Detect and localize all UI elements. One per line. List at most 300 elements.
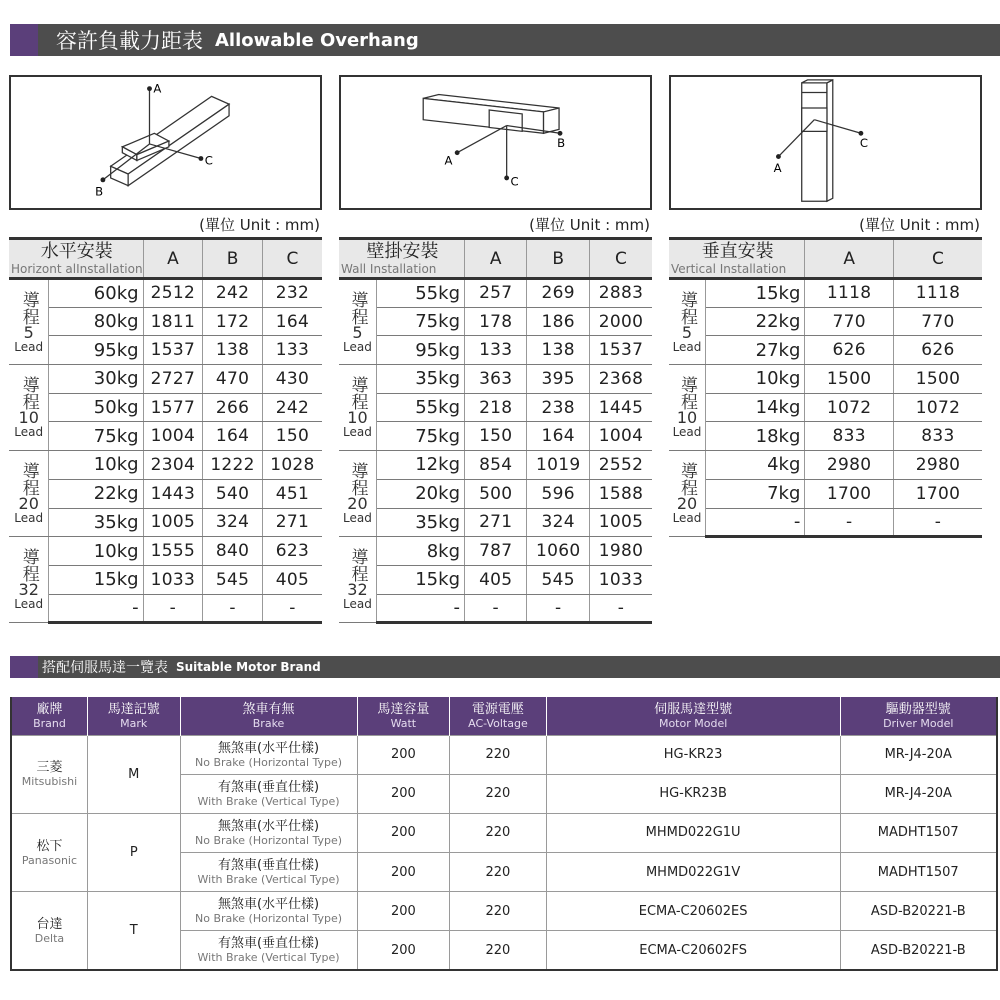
table-title-en: Horizont alInstallation	[11, 261, 143, 276]
table-row	[9, 537, 322, 566]
overhang-value-cell: 1500	[805, 365, 894, 394]
table-row	[669, 451, 982, 480]
unit-label-wall: (單位 Unit : mm)	[529, 216, 650, 234]
lead-number: 32	[347, 580, 368, 600]
brake-zh: 有煞車(垂直仕樣)	[217, 936, 320, 952]
lead-cell	[9, 365, 49, 451]
motor-section-title-en: Suitable Motor Brand	[176, 660, 321, 674]
watt-cell: 200	[357, 892, 450, 931]
load-kg-cell: 75kg	[49, 422, 143, 451]
overhang-value-cell: 133	[262, 336, 322, 365]
table-row	[339, 508, 652, 537]
brand-en: Panasonic	[21, 853, 78, 867]
lead-label-zh: 導程	[347, 290, 368, 325]
load-kg-cell: 95kg	[376, 336, 464, 365]
motor-column-header	[450, 697, 547, 735]
brake-cell	[180, 853, 357, 892]
overhang-value-cell: 1072	[805, 393, 894, 422]
table-row	[669, 336, 982, 365]
table-row	[9, 422, 322, 451]
load-kg-cell: -	[49, 594, 143, 623]
table-row	[9, 479, 322, 508]
lead-number: 10	[347, 408, 368, 428]
load-kg-cell: 55kg	[376, 279, 464, 308]
brand-en: Mitsubishi	[21, 775, 78, 789]
overhang-value-cell: 2980	[805, 451, 894, 480]
voltage-cell: 220	[450, 892, 547, 931]
overhang-value-cell: 451	[262, 479, 322, 508]
horizontal-install-illustration	[11, 77, 320, 208]
lead-label-zh: 導程	[18, 548, 39, 583]
banner-accent	[10, 24, 38, 56]
lead-cell	[669, 451, 706, 537]
motor-column-header	[87, 697, 180, 735]
overhang-value-cell: 186	[527, 307, 589, 336]
watt-cell: 200	[357, 813, 450, 852]
overhang-value-cell: 430	[262, 365, 322, 394]
overhang-value-cell: 150	[465, 422, 527, 451]
lead-cell	[9, 537, 49, 623]
overhang-value-cell: 1060	[527, 537, 589, 566]
overhang-value-cell: 2552	[589, 451, 652, 480]
table-row	[9, 279, 322, 308]
header-zh: 驅動器型號	[885, 701, 951, 717]
overhang-value-cell: 405	[262, 565, 322, 594]
driver-model-cell: ASD-B20221-B	[840, 892, 997, 931]
load-table-horizontal	[9, 237, 322, 624]
header-zh: 煞車有無	[242, 701, 295, 717]
table-row	[339, 307, 652, 336]
load-kg-cell: 10kg	[706, 365, 805, 394]
overhang-value-cell: 1033	[143, 565, 203, 594]
table-row	[339, 537, 652, 566]
overhang-value-cell: 2304	[143, 451, 203, 480]
table-row	[339, 365, 652, 394]
watt-cell: 200	[357, 853, 450, 892]
brake-cell	[180, 774, 357, 813]
overhang-value-cell: 269	[527, 279, 589, 308]
overhang-value-cell: 770	[805, 307, 894, 336]
motor-row	[11, 735, 997, 774]
lead-cell	[669, 279, 706, 365]
motor-model-cell: ECMA-C20602ES	[546, 892, 840, 931]
banner-accent	[10, 656, 38, 678]
load-kg-cell: 22kg	[49, 479, 143, 508]
overhang-value-cell: 2512	[143, 279, 203, 308]
brake-zh: 無煞車(水平仕樣)	[217, 897, 320, 913]
overhang-value-cell: 840	[203, 537, 263, 566]
overhang-value-cell: 1700	[805, 479, 894, 508]
overhang-value-cell: 164	[203, 422, 263, 451]
section-banner-overhang	[10, 24, 1000, 56]
overhang-value-cell: 150	[262, 422, 322, 451]
vertical-install-illustration	[671, 77, 980, 208]
header-zh: 馬達容量	[377, 701, 430, 717]
table-row	[9, 365, 322, 394]
lead-cell	[9, 279, 49, 365]
overhang-value-cell: 833	[805, 422, 894, 451]
table-title-zh: 水平安裝	[40, 240, 113, 262]
wall-install-illustration	[341, 77, 650, 208]
overhang-value-cell: 1980	[589, 537, 652, 566]
brake-zh: 無煞車(水平仕樣)	[217, 740, 320, 756]
table-row	[9, 451, 322, 480]
overhang-value-cell: 238	[527, 393, 589, 422]
overhang-value-cell: 164	[262, 307, 322, 336]
header-en: Brake	[252, 716, 285, 730]
overhang-value-cell: 1537	[143, 336, 203, 365]
label-b: B	[95, 184, 104, 199]
table-header-row	[669, 239, 982, 279]
overhang-value-cell: 242	[203, 279, 263, 308]
load-kg-cell: 30kg	[49, 365, 143, 394]
overhang-value-cell: 2368	[589, 365, 652, 394]
overhang-value-cell: 470	[203, 365, 263, 394]
table-row	[339, 279, 652, 308]
load-kg-cell: 35kg	[49, 508, 143, 537]
load-kg-cell: -	[376, 594, 464, 623]
overhang-value-cell: 172	[203, 307, 263, 336]
motor-column-header	[840, 697, 997, 735]
lead-label-en: Lead	[672, 425, 702, 440]
page-title-zh: 容許負載力距表	[56, 29, 203, 53]
table-row	[339, 393, 652, 422]
brand-en: Delta	[34, 931, 65, 945]
overhang-value-cell: 232	[262, 279, 322, 308]
table-header-row	[9, 239, 322, 279]
brake-cell	[180, 813, 357, 852]
lead-label-zh: 導程	[347, 548, 368, 583]
overhang-value-cell: 1028	[262, 451, 322, 480]
overhang-value-cell: 133	[465, 336, 527, 365]
lead-label-zh: 導程	[677, 290, 697, 325]
header-zh: 廠牌	[36, 701, 63, 717]
motor-model-cell: HG-KR23B	[546, 774, 840, 813]
load-kg-cell: 8kg	[376, 537, 464, 566]
driver-model-cell: ASD-B20221-B	[840, 931, 997, 970]
table-header-row	[339, 239, 652, 279]
lead-label-en: Lead	[14, 339, 44, 354]
motor-column-header	[546, 697, 840, 735]
motor-column-header	[357, 697, 450, 735]
diagram-horizontal	[9, 75, 322, 210]
table-row	[339, 336, 652, 365]
table-title-cell	[9, 239, 143, 279]
watt-cell: 200	[357, 931, 450, 970]
motor-column-header	[180, 697, 357, 735]
table-row	[339, 422, 652, 451]
load-kg-cell: 10kg	[49, 451, 143, 480]
load-kg-cell: 50kg	[49, 393, 143, 422]
lead-cell	[339, 451, 376, 537]
table-row	[9, 307, 322, 336]
load-kg-cell: 7kg	[706, 479, 805, 508]
table-title-cell	[339, 239, 465, 279]
load-kg-cell: 80kg	[49, 307, 143, 336]
load-kg-cell: 4kg	[706, 451, 805, 480]
overhang-value-cell: 164	[527, 422, 589, 451]
brake-en: No Brake (Horizontal Type)	[195, 833, 343, 847]
driver-model-cell: MR-J4-20A	[840, 774, 997, 813]
lead-label-en: Lead	[672, 511, 702, 526]
load-kg-cell: 14kg	[706, 393, 805, 422]
overhang-value-cell: 1443	[143, 479, 203, 508]
driver-model-cell: MADHT1507	[840, 813, 997, 852]
column-header: A	[143, 239, 203, 279]
load-kg-cell: 18kg	[706, 422, 805, 451]
overhang-value-cell: 257	[465, 279, 527, 308]
lead-label-en: Lead	[672, 339, 702, 354]
overhang-value-cell: 395	[527, 365, 589, 394]
watt-cell: 200	[357, 774, 450, 813]
motor-column-header	[11, 697, 87, 735]
lead-label-en: Lead	[14, 597, 44, 612]
label-c: C	[510, 174, 519, 189]
column-header: B	[527, 239, 589, 279]
lead-number: 10	[18, 408, 39, 428]
table-title-en: Wall Installation	[341, 261, 437, 276]
table-title-zh: 垂直安裝	[701, 240, 774, 262]
load-kg-cell: 15kg	[376, 565, 464, 594]
overhang-value-cell: 1445	[589, 393, 652, 422]
column-header: B	[203, 239, 263, 279]
brand-cell	[11, 735, 87, 813]
lead-cell	[339, 279, 376, 365]
lead-label-zh: 導程	[677, 376, 697, 411]
load-kg-cell: 10kg	[49, 537, 143, 566]
load-kg-cell: 75kg	[376, 422, 464, 451]
overhang-value-cell: -	[589, 594, 652, 623]
brake-en: With Brake (Vertical Type)	[197, 873, 340, 887]
brake-en: With Brake (Vertical Type)	[197, 794, 340, 808]
unit-label-vertical: (單位 Unit : mm)	[859, 216, 980, 234]
brake-zh: 無煞車(水平仕樣)	[217, 818, 320, 834]
overhang-value-cell: 623	[262, 537, 322, 566]
load-kg-cell: 60kg	[49, 279, 143, 308]
lead-label-en: Lead	[343, 339, 372, 354]
overhang-value-cell: 363	[465, 365, 527, 394]
overhang-value-cell: 138	[527, 336, 589, 365]
load-kg-cell: 15kg	[49, 565, 143, 594]
overhang-value-cell: 1118	[893, 279, 982, 308]
overhang-value-cell: 218	[465, 393, 527, 422]
voltage-cell: 220	[450, 813, 547, 852]
label-b: B	[557, 135, 566, 150]
brand-zh: 松下	[36, 838, 63, 854]
table-row	[669, 307, 982, 336]
lead-label-zh: 導程	[18, 462, 39, 497]
mark-cell: P	[87, 813, 180, 891]
column-header: C	[262, 239, 322, 279]
overhang-value-cell: 1005	[589, 508, 652, 537]
load-kg-cell: 27kg	[706, 336, 805, 365]
lead-label-zh: 導程	[677, 462, 697, 497]
overhang-value-cell: 2980	[893, 451, 982, 480]
overhang-value-cell: 2883	[589, 279, 652, 308]
table-title-en: Vertical Installation	[671, 261, 787, 276]
label-a: A	[153, 81, 162, 96]
overhang-value-cell: 540	[203, 479, 263, 508]
header-zh: 電源電壓	[471, 701, 524, 717]
lead-number: 5	[352, 322, 363, 342]
overhang-value-cell: 271	[465, 508, 527, 537]
overhang-value-cell: 405	[465, 565, 527, 594]
overhang-value-cell: 1004	[143, 422, 203, 451]
lead-cell	[9, 451, 49, 537]
brake-zh: 有煞車(垂直仕樣)	[217, 779, 320, 795]
motor-table	[10, 697, 998, 971]
brand-cell	[11, 813, 87, 891]
lead-number: 20	[676, 494, 698, 514]
diagram-vertical	[669, 75, 982, 210]
diagram-wall	[339, 75, 652, 210]
motor-section-title-zh: 搭配伺服馬達一覽表	[42, 660, 168, 676]
overhang-value-cell: 545	[527, 565, 589, 594]
load-kg-cell: 55kg	[376, 393, 464, 422]
overhang-value-cell: 1118	[805, 279, 894, 308]
overhang-value-cell: 324	[527, 508, 589, 537]
label-a: A	[773, 161, 782, 176]
lead-number: 20	[347, 494, 368, 514]
brake-en: No Brake (Horizontal Type)	[195, 755, 343, 769]
overhang-value-cell: 1019	[527, 451, 589, 480]
label-a: A	[444, 153, 453, 168]
overhang-value-cell: 833	[893, 422, 982, 451]
brand-zh: 台達	[36, 916, 63, 932]
overhang-value-cell: 1588	[589, 479, 652, 508]
voltage-cell: 220	[450, 735, 547, 774]
load-kg-cell: 35kg	[376, 508, 464, 537]
load-kg-cell: -	[706, 508, 805, 537]
lead-number: 20	[18, 494, 39, 514]
column-header: A	[805, 239, 894, 279]
voltage-cell: 220	[450, 931, 547, 970]
overhang-value-cell: -	[465, 594, 527, 623]
overhang-value-cell: 178	[465, 307, 527, 336]
lead-label-en: Lead	[343, 425, 372, 440]
overhang-value-cell: 500	[465, 479, 527, 508]
overhang-value-cell: 1005	[143, 508, 203, 537]
load-table-wall	[339, 237, 652, 624]
load-kg-cell: 15kg	[706, 279, 805, 308]
brand-cell	[11, 892, 87, 970]
overhang-value-cell: 2727	[143, 365, 203, 394]
column-header: A	[465, 239, 527, 279]
lead-label-zh: 導程	[347, 462, 368, 497]
table-row	[669, 508, 982, 537]
page-title-en: Allowable Overhang	[215, 29, 419, 51]
brake-en: With Brake (Vertical Type)	[197, 951, 340, 965]
mark-cell: T	[87, 892, 180, 970]
overhang-value-cell: 596	[527, 479, 589, 508]
table-row	[9, 565, 322, 594]
load-kg-cell: 12kg	[376, 451, 464, 480]
overhang-value-cell: 1072	[893, 393, 982, 422]
brake-cell	[180, 931, 357, 970]
brake-cell	[180, 735, 357, 774]
overhang-value-cell: 242	[262, 393, 322, 422]
lead-label-zh: 導程	[18, 376, 39, 411]
overhang-value-cell: 626	[893, 336, 982, 365]
table-row	[339, 594, 652, 623]
motor-row	[11, 892, 997, 931]
header-zh: 伺服馬達型號	[654, 701, 733, 717]
watt-cell: 200	[357, 735, 450, 774]
lead-number: 5	[23, 322, 34, 342]
overhang-value-cell: 854	[465, 451, 527, 480]
overhang-value-cell: -	[262, 594, 322, 623]
label-c: C	[859, 135, 869, 150]
overhang-value-cell: 1033	[589, 565, 652, 594]
mark-cell: M	[87, 735, 180, 813]
column-header: C	[589, 239, 652, 279]
overhang-value-cell: 545	[203, 565, 263, 594]
overhang-value-cell: 1555	[143, 537, 203, 566]
table-row	[9, 336, 322, 365]
table-row	[669, 279, 982, 308]
load-kg-cell: 95kg	[49, 336, 143, 365]
overhang-value-cell: 770	[893, 307, 982, 336]
motor-model-cell: ECMA-C20602FS	[546, 931, 840, 970]
lead-label-en: Lead	[14, 425, 44, 440]
overhang-value-cell: -	[203, 594, 263, 623]
table-row	[669, 422, 982, 451]
driver-model-cell: MADHT1507	[840, 853, 997, 892]
table-row	[669, 393, 982, 422]
column-header: C	[893, 239, 982, 279]
overhang-value-cell: 1004	[589, 422, 652, 451]
table-row	[339, 451, 652, 480]
voltage-cell: 220	[450, 853, 547, 892]
table-row	[9, 393, 322, 422]
lead-label-en: Lead	[343, 597, 372, 612]
overhang-value-cell: -	[143, 594, 203, 623]
overhang-value-cell: 324	[203, 508, 263, 537]
lead-label-zh: 導程	[18, 290, 39, 325]
motor-model-cell: MHMD022G1U	[546, 813, 840, 852]
overhang-value-cell: 2000	[589, 307, 652, 336]
overhang-value-cell: 1500	[893, 365, 982, 394]
table-row	[669, 365, 982, 394]
table-row	[339, 565, 652, 594]
lead-cell	[669, 365, 706, 451]
header-zh: 馬達記號	[107, 701, 160, 717]
header-en: Motor Model	[658, 716, 728, 730]
overhang-value-cell: -	[527, 594, 589, 623]
brake-cell	[180, 892, 357, 931]
overhang-value-cell: 138	[203, 336, 263, 365]
header-en: Brand	[33, 716, 66, 730]
overhang-value-cell: 1222	[203, 451, 263, 480]
overhang-value-cell: 1700	[893, 479, 982, 508]
overhang-value-cell: -	[805, 508, 894, 537]
label-c: C	[204, 153, 213, 168]
load-kg-cell: 22kg	[706, 307, 805, 336]
lead-cell	[339, 537, 376, 623]
lead-number: 32	[18, 580, 39, 600]
lead-label-en: Lead	[343, 511, 372, 526]
header-en: Watt	[390, 716, 417, 730]
lead-cell	[339, 365, 376, 451]
brake-zh: 有煞車(垂直仕樣)	[217, 858, 320, 874]
motor-model-cell: HG-KR23	[546, 735, 840, 774]
overhang-value-cell: 266	[203, 393, 263, 422]
motor-row	[11, 813, 997, 852]
brand-zh: 三菱	[36, 760, 63, 776]
table-row	[669, 479, 982, 508]
table-row	[339, 479, 652, 508]
driver-model-cell: MR-J4-20A	[840, 735, 997, 774]
